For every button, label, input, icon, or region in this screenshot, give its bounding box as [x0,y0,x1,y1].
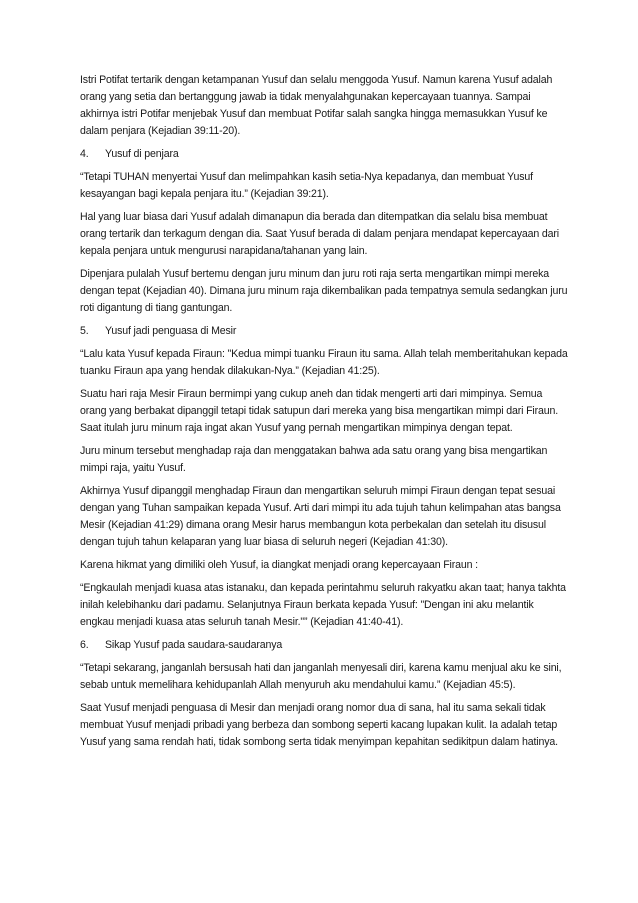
paragraph: Hal yang luar biasa dari Yusuf adalah dimanapun dia berada dan ditempatkan dia selalu bisa membuat orang tertarik dan terkagum dengan dia. Saat Yusuf berada di dalam penjara mendapat kepercayaan dari kepala penjara untuk mengurusi narapidana/tahanan yang lain. [80,211,559,257]
section-title: Yusuf jadi penguasa di Mesir [105,325,237,337]
section-number: 5. [80,325,89,337]
paragraph: Suatu hari raja Mesir Firaun bermimpi yang cukup aneh dan tidak mengerti arti dari mimpinya. Semua orang yang berbakat dipanggil tetapi tidak satupun dari mereka yang bisa mengartikan mimpi dari Firaun. Saat itulah juru minum raja ingat akan Yusuf yang pernah mengartikan mimpinya dengan tepat. [80,388,559,434]
paragraph: Dipenjara pulalah Yusuf bertemu dengan juru minum dan juru roti raja serta mengartikan mimpi mereka dengan tepat (Kejadian 40). Dimana juru minum raja dikembalikan pada tempatnya semula sedangkan juru roti digantung di tiang gantungan. [80,268,568,314]
section-number: 4. [80,148,89,160]
paragraph: “Tetapi TUHAN menyertai Yusuf dan melimpahkan kasih setia-Nya kepadanya, dan membuat Yusuf kesayangan bagi kepala penjara itu.” (Kejadian 39:21). [80,171,533,200]
section-title: Yusuf di penjara [105,148,179,160]
section-title: Sikap Yusuf pada saudara-saudaranya [105,639,283,651]
paragraph: “Lalu kata Yusuf kepada Firaun: "Kedua mimpi tuanku Firaun itu sama. Allah telah memberitahukan kepada tuanku Firaun apa yang hendak dilakukan-Nya.” (Kejadian 41:25). [80,348,568,377]
section-heading [80,323,570,340]
paragraph: Akhirnya Yusuf dipanggil menghadap Firaun dan mengartikan seluruh mimpi Firaun dengan tepat sesuai dengan yang Tuhan sampaikan kepada Yusuf. Arti dari mimpi itu ada tujuh tahun kelimpahan atas bangsa Mesir (Kejadian 41:29) dimana orang Mesir harus membangun kota perbekalan dan setelah itu disusul dengan tujuh tahun kelaparan yang luar biasa di seluruh negeri (Kejadian 41:30). [80,485,561,548]
paragraph: “Engkaulah menjadi kuasa atas istanaku, dan kepada perintahmu seluruh rakyatku akan taat; hanya takhta inilah kelebihanku dari padamu. Selanjutnya Firaun berkata kepada Yusuf: "Dengan ini aku melantik engkau menjadi kuasa atas seluruh tanah Mesir."” (Kejadian 41:40-41). [80,582,566,628]
section-heading [80,146,570,163]
section-number: 6. [80,639,89,651]
document-page [80,72,570,757]
paragraph: “Tetapi sekarang, janganlah bersusah hati dan janganlah menyesali diri, karena kamu menjual aku ke sini, sebab untuk memelihara kehidupanlah Allah menyuruh aku mendahului kamu.” (Kejadian 45:5). [80,662,562,691]
section-heading [80,637,570,654]
paragraph: Karena hikmat yang dimiliki oleh Yusuf, ia diangkat menjadi orang kepercayaan Firaun : [80,559,478,571]
paragraph: Saat Yusuf menjadi penguasa di Mesir dan menjadi orang nomor dua di sana, hal itu sama sekali tidak membuat Yusuf menjadi pribadi yang berbeza dan sombong seperti kacang lupakan kulit. Ia adalah tetap Yusuf yang sama rendah hati, tidak sombong serta tidak menyimpan kepahitan sedikitpun dalam hatinya. [80,702,558,748]
paragraph: Juru minum tersebut menghadap raja dan menggatakan bahwa ada satu orang yang bisa mengartikan mimpi raja, yaitu Yusuf. [80,445,548,474]
paragraph: Istri Potifat tertarik dengan ketampanan Yusuf dan selalu menggoda Yusuf. Namun karena Yusuf adalah orang yang setia dan bertanggung jawab ia tidak menyalahgunakan kepercayaan tuannya. Sampai akhirnya istri Potifar menjebak Yusuf dan membuat Potifar salah sangka hingga memasukkan Yusuf ke dalam penjara (Kejadian 39:11-20). [80,74,553,137]
